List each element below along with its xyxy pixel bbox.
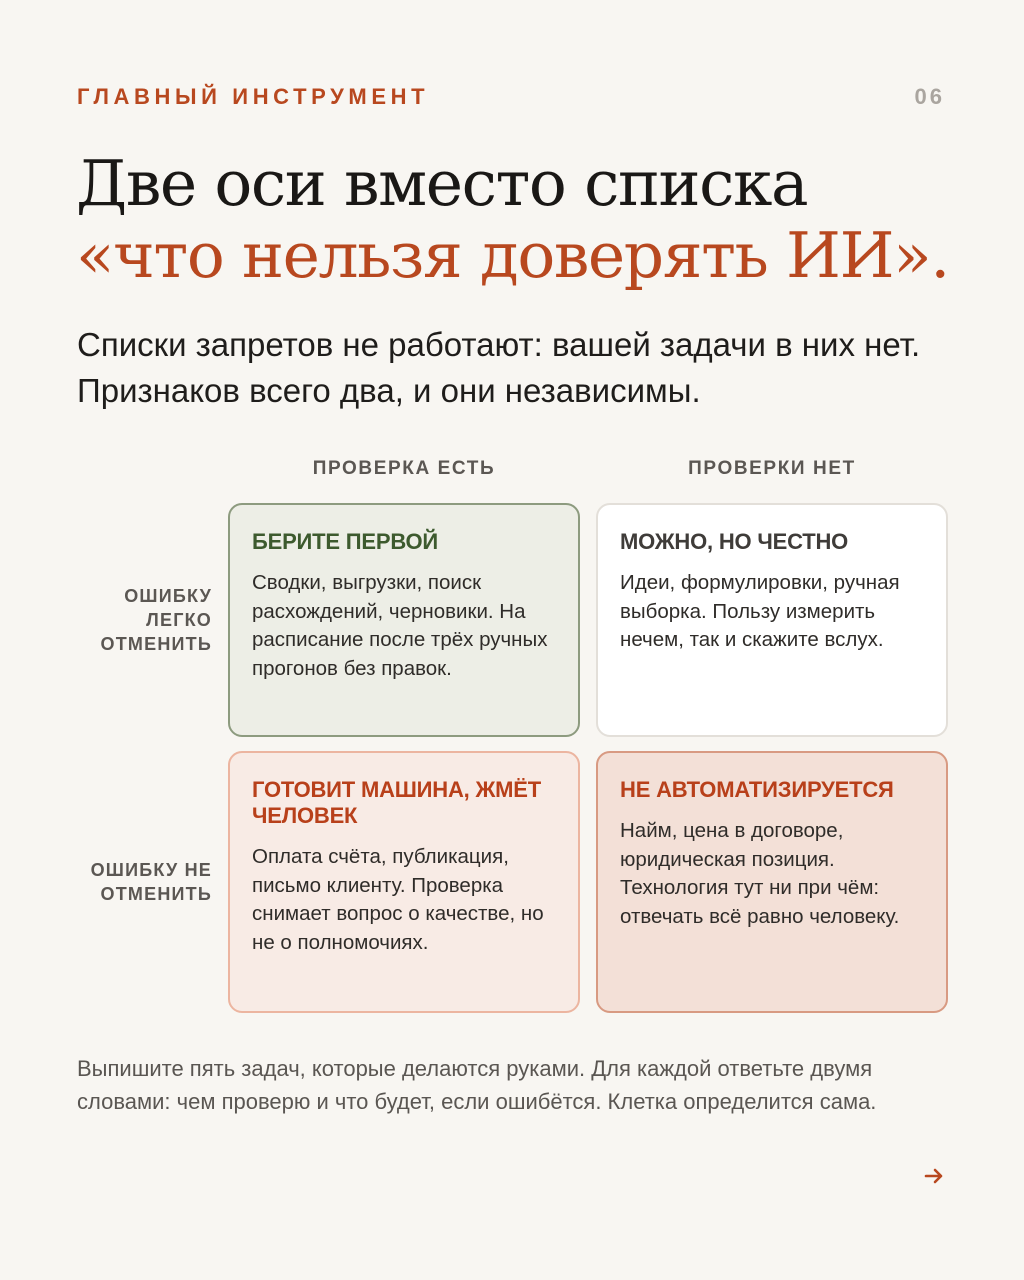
- cell-text: Найм, цена в договоре, юридическая позиция. Технология тут ни при чём: отвечать всё равно человеку.: [620, 819, 900, 929]
- matrix-cell-not-automatable: [596, 751, 948, 1013]
- cell-text: Оплата счёта, публикация, письмо клиенту. Проверка снимает вопрос о качестве, но не о полномочиях.: [252, 845, 544, 955]
- cell-text: Сводки, выгрузки, поиск расхождений, черновики. На расписание после трёх ручных прогонов без правок.: [252, 571, 548, 681]
- section-kicker: ГЛАВНЫЙ ИНСТРУМЕНТ: [77, 84, 430, 109]
- matrix-cell-take-first: [228, 503, 580, 737]
- page-title-accent: «что нельзя доверять ИИ».: [76, 219, 949, 292]
- page-number: 06: [914, 84, 945, 109]
- footnote: Выпишите пять задач, которые делаются руками. Для каждой ответьте двумя словами: чем проверю и что будет, если ошибётся. Клетка определится сама.: [77, 1056, 877, 1114]
- cell-text: Идеи, формулировки, ручная выборка. Пользу измерить нечем, так и скажите вслух.: [620, 571, 900, 652]
- arrow-right-icon[interactable]: [922, 1164, 946, 1188]
- matrix-cell-machine-prepares-human-presses: [228, 751, 580, 1013]
- page-title: [76, 148, 956, 292]
- cell-title: БЕРИТЕ ПЕРВОЙ: [252, 529, 439, 554]
- page-title-main: Две оси вместо списка: [76, 147, 808, 220]
- cell-title: НЕ АВТОМАТИЗИРУЕТСЯ: [620, 777, 894, 802]
- lead-paragraph: Списки запретов не работают: вашей задачи в них нет. Признаков всего два, и они независимы.: [77, 326, 921, 409]
- row-header-easy-to-undo: ОШИБКУ ЛЕГКО ОТМЕНИТЬ: [100, 586, 212, 654]
- row-header-cannot-undo: ОШИБКУ НЕ ОТМЕНИТЬ: [90, 860, 212, 904]
- matrix-cell-possible-but-honest: [596, 503, 948, 737]
- cell-title: МОЖНО, НО ЧЕСТНО: [620, 529, 849, 554]
- cell-title: ГОТОВИТ МАШИНА, ЖМЁТ ЧЕЛОВЕК: [252, 777, 542, 828]
- column-header-check-exists: ПРОВЕРКА ЕСТЬ: [312, 458, 496, 479]
- column-header-no-check: ПРОВЕРКИ НЕТ: [688, 458, 856, 479]
